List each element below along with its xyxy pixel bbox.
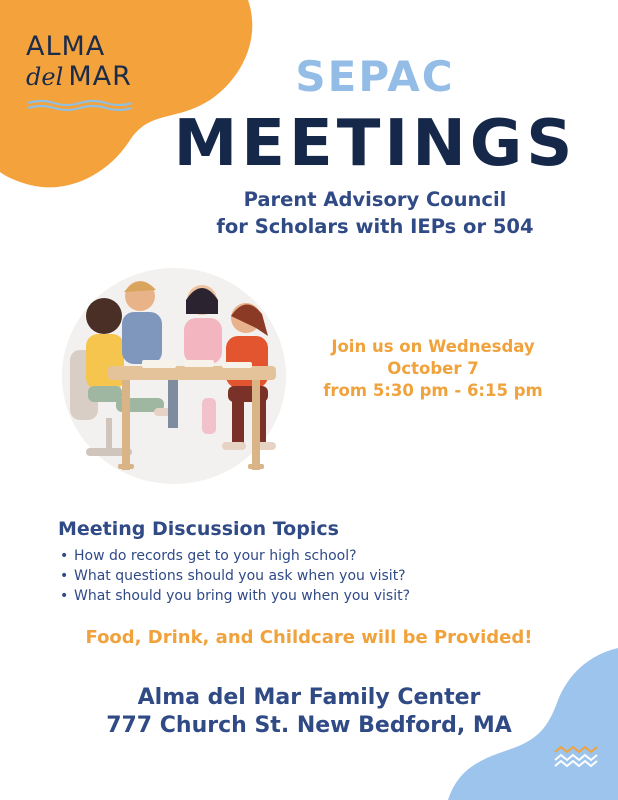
list-item: • What questions should you ask when you visit? [58,566,528,586]
address-line-2: 777 Church St. New Bedford, MA [106,713,512,738]
subtitle-line-1: Parent Advisory Council [243,188,507,211]
students-at-table-illustration [56,258,296,488]
logo-text-del: del [26,63,64,91]
logo-wave-icon [26,98,134,112]
subtitle-line-2: for Scholars with IEPs or 504 [216,215,534,238]
list-item: • What should you bring with you when you visit? [58,586,528,606]
topics-list [58,546,528,606]
list-item: • How do records get to your high school? [58,546,528,566]
meeting-invitation [298,336,568,402]
location-address [20,684,598,740]
invite-line-2: October 7 [387,359,479,378]
subtitle [150,186,600,240]
invite-line-1: Join us on Wednesday [331,337,535,356]
invite-line-3: from 5:30 pm - 6:15 pm [323,381,543,400]
alma-del-mar-logo [26,32,146,95]
title-meetings: MEETINGS [173,107,577,181]
title-sepac: SEPAC [295,52,455,101]
logo-text-alma: ALMA [26,31,106,62]
address-line-1: Alma del Mar Family Center [137,685,481,710]
topics-heading: Meeting Discussion Topics [58,518,339,540]
logo-text-mar: MAR [68,61,132,92]
wave-icon [553,744,599,768]
provided-notice: Food, Drink, and Childcare will be Provided! [85,627,533,648]
